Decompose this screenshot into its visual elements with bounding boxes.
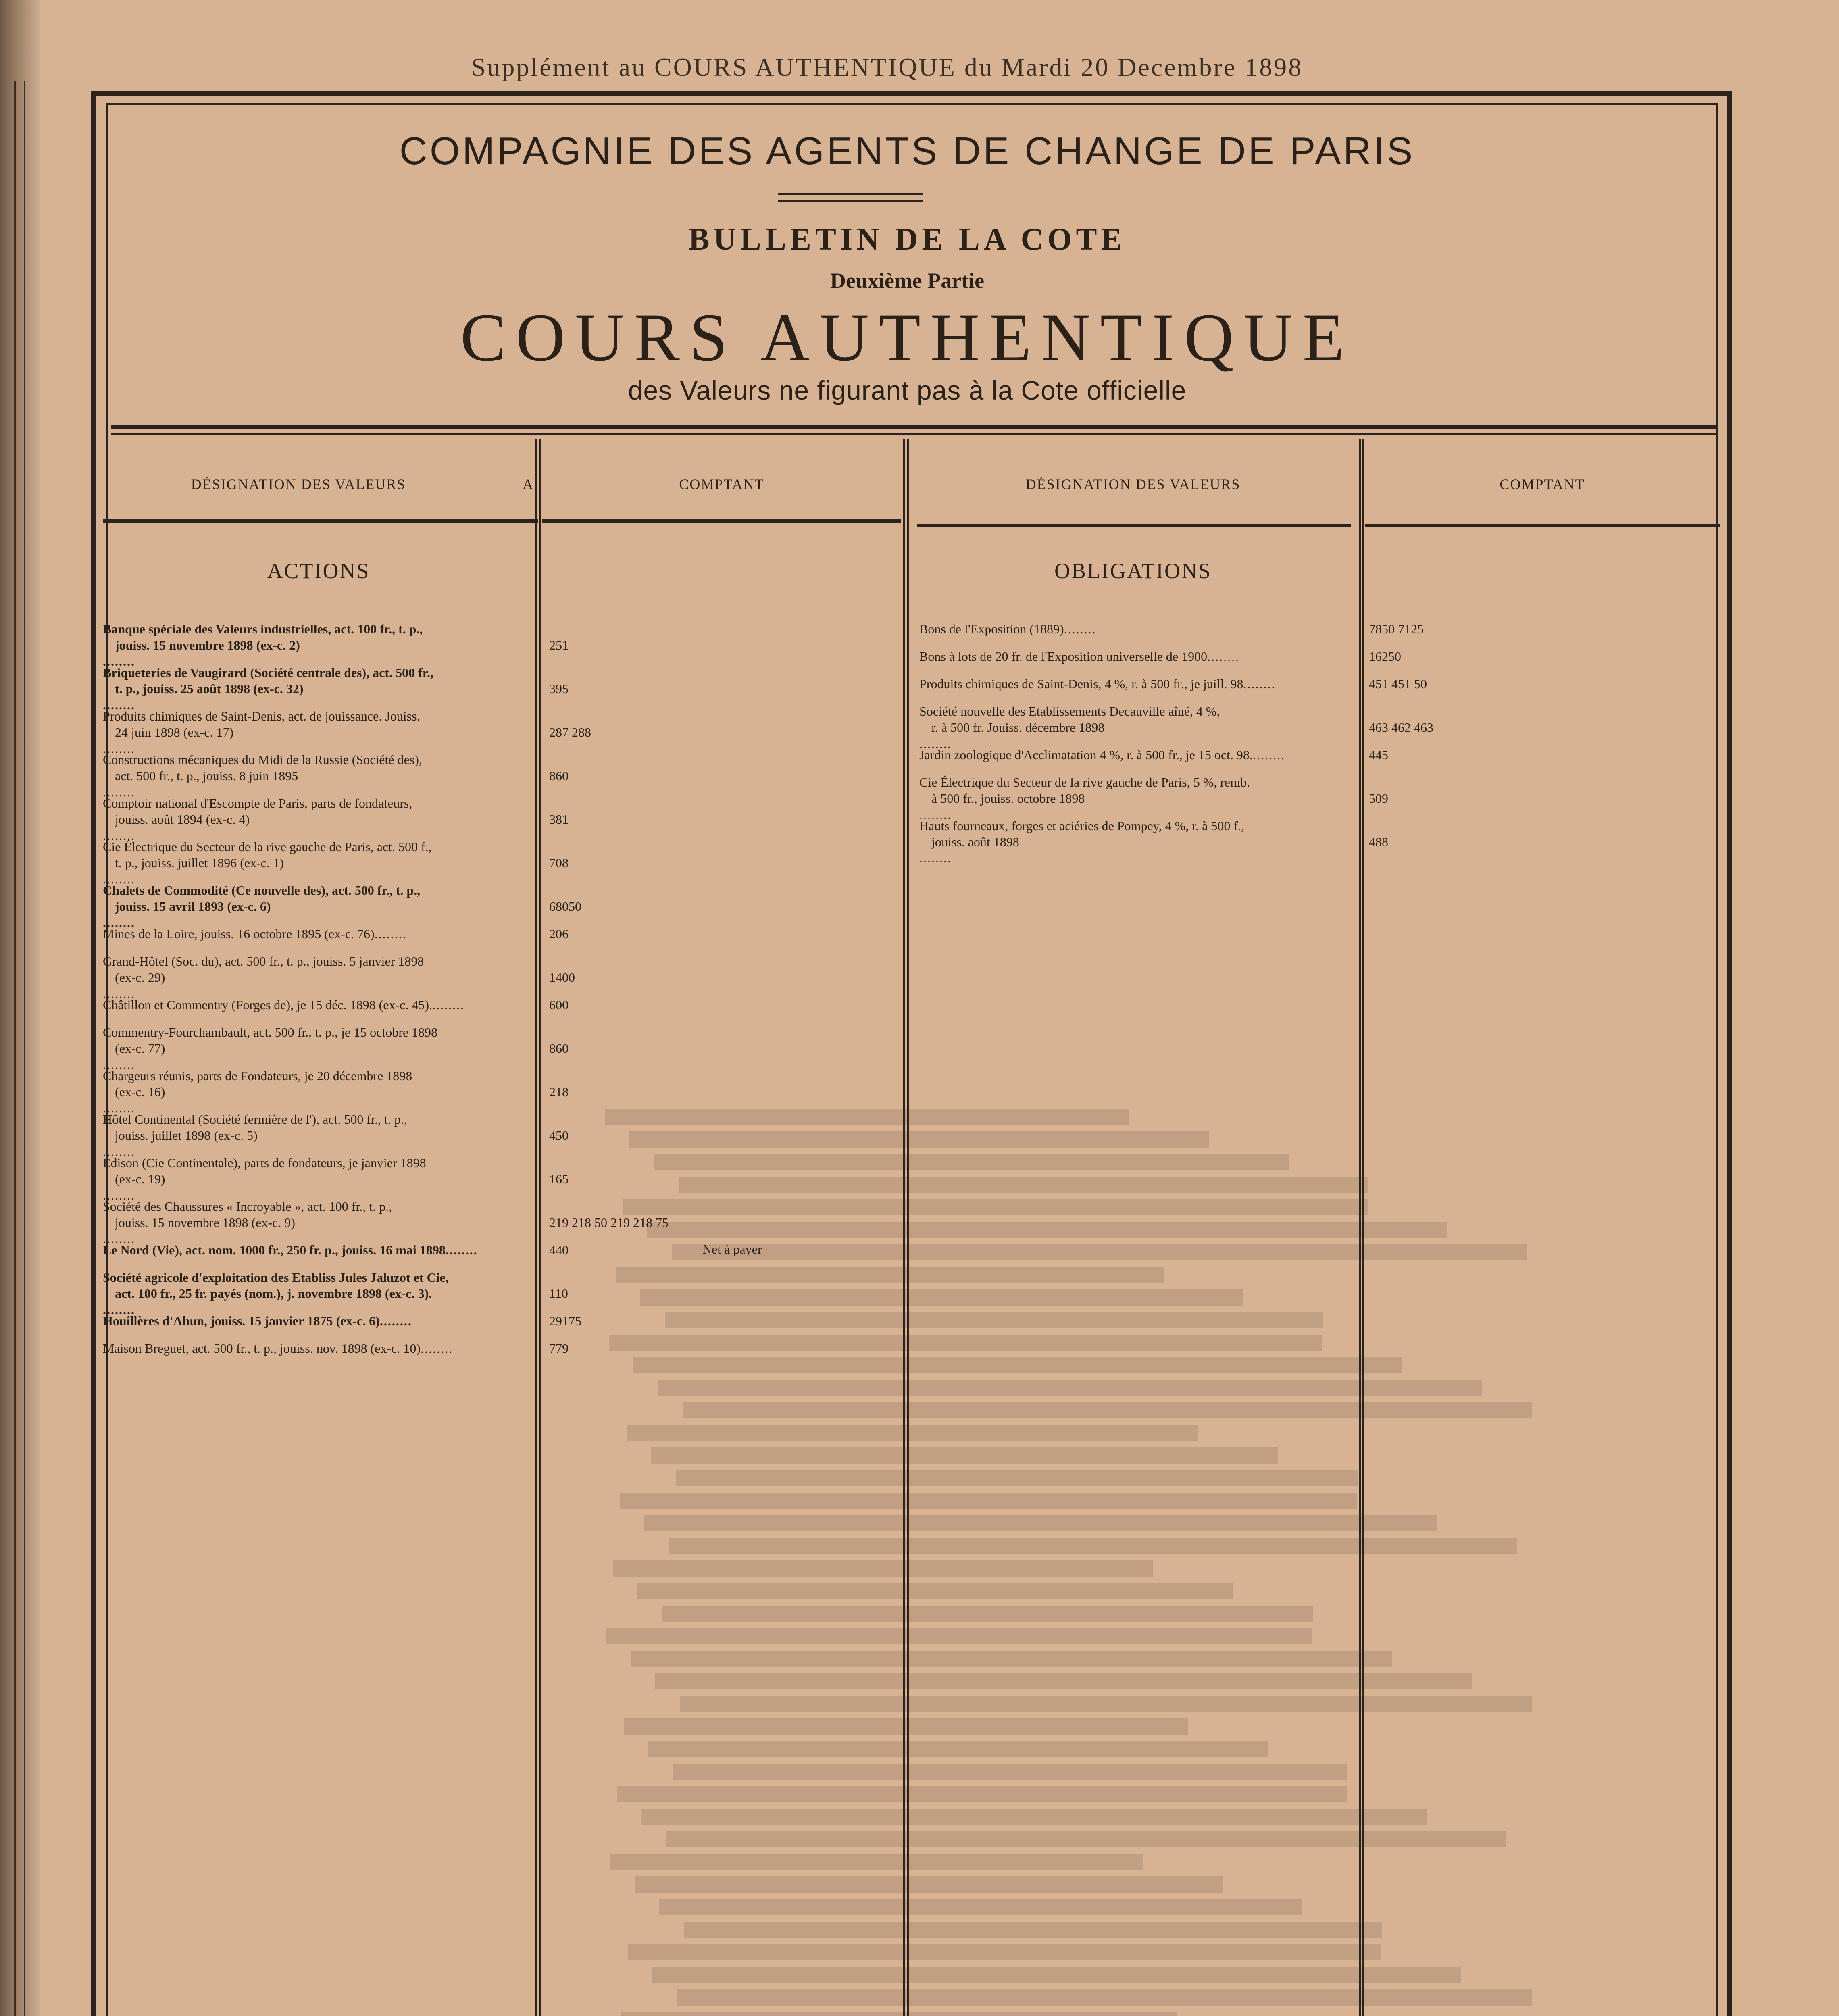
action-price: 206	[549, 927, 569, 941]
action-price: 219 218 50 219 218 75	[549, 1215, 669, 1230]
action-entry-line2: (ex-c. 29)	[115, 970, 165, 985]
obligations-section-title: OBLIGATIONS	[1054, 559, 1212, 583]
obligation-entry	[919, 774, 1357, 823]
cours-authentique-title: COURS AUTHENTIQUE	[460, 300, 1354, 375]
action-price: 287 288	[549, 725, 591, 739]
obligation-entry-line1: Cie Électrique du Secteur de la rive gauche de Paris, 5 %, remb.	[919, 775, 1250, 789]
action-price: 251	[549, 638, 569, 652]
action-price: 1400	[549, 970, 575, 985]
action-entry-line2: act. 100 fr., 25 fr. payés (nom.), j. novembre 1898 (ex-c. 3).	[115, 1286, 432, 1301]
action-entry-line2: (ex-c. 19)	[115, 1172, 165, 1186]
action-entry	[103, 997, 534, 1013]
action-entry-line1: Le Nord (Vie), act. nom. 1000 fr., 250 fr. p., jouiss. 16 mai 1898	[103, 1243, 446, 1257]
obligation-price: 488	[1369, 835, 1388, 849]
action-entry-line1: Chalets de Commodité (Ce nouvelle des), act. 500 fr., t. p.,	[103, 883, 421, 898]
action-leader-dots: ........	[103, 828, 135, 843]
action-price: 440	[549, 1243, 569, 1257]
obligation-entry-line1: Bons de l'Exposition (1889)	[919, 622, 1064, 636]
obligation-leader-dots: ........	[919, 851, 952, 865]
obligation-leader-dots: ........	[1064, 622, 1096, 636]
action-leader-dots: ........	[103, 1101, 135, 1115]
action-entry	[103, 1313, 534, 1329]
action-price: 110	[549, 1286, 568, 1301]
action-entry-line1: Mines de la Loire, jouiss. 16 octobre 1895 (ex-c. 76)	[103, 927, 375, 941]
obligation-entry-line1: Société nouvelle des Etablissements Decauville aîné, 4 %,	[919, 704, 1220, 719]
action-price: 600	[549, 998, 569, 1012]
action-entry	[103, 1340, 534, 1356]
obligation-entry-line1: Hauts fourneaux, forges et aciéries de Pompey, 4 %, r. à 500 f.,	[919, 818, 1244, 833]
obligation-entry-line2: r. à 500 fr. Jouiss. décembre 1898	[931, 720, 1105, 735]
action-entry	[103, 1111, 534, 1160]
action-leader-dots: ........	[103, 1144, 135, 1159]
action-entry	[103, 1269, 534, 1318]
action-leader-dots: ........	[103, 741, 135, 756]
obligation-entry	[919, 621, 1357, 637]
action-leader-dots: ........	[421, 1341, 453, 1356]
action-entry-line2: act. 500 fr., t. p., jouiss. 8 juin 1895	[115, 768, 298, 783]
binding-rules	[14, 81, 25, 2016]
action-entry	[103, 839, 534, 887]
upper-col-head-designation: DÉSIGNATION DES VALEURS	[191, 476, 406, 492]
upper-head-rule-3	[917, 524, 1351, 527]
action-entry	[103, 926, 534, 942]
obligation-entry	[919, 648, 1357, 664]
action-entry	[103, 795, 534, 843]
action-entry-line1: Produits chimiques de Saint-Denis, act. de jouissance. Jouiss.	[103, 709, 420, 723]
action-entry-line1: Chargeurs réunis, parts de Fondateurs, je 20 décembre 1898	[103, 1068, 412, 1083]
action-leader-dots: ........	[103, 785, 135, 799]
action-entry-line1: Châtillon et Commentry (Forges de), je 15 déc. 1898 (ex-c. 45).	[103, 998, 432, 1012]
action-entry-line1: Briqueteries de Vaugirard (Société centrale des), act. 500 fr.,	[103, 665, 433, 680]
action-leader-dots: ........	[103, 915, 135, 930]
upper-col-divider-1	[535, 439, 541, 2016]
action-price: 860	[549, 768, 569, 783]
upper-col-head-marker: A	[523, 476, 534, 492]
action-entry-line1: Cie Électrique du Secteur de la rive gauche de Paris, act. 500 f.,	[103, 839, 432, 854]
action-leader-dots: ........	[432, 998, 464, 1012]
obligation-price: 16250	[1369, 649, 1401, 664]
company-title: COMPAGNIE DES AGENTS DE CHANGE DE PARIS	[399, 129, 1415, 173]
action-leader-dots: ........	[103, 654, 135, 669]
action-entry	[103, 1068, 534, 1116]
book-binding-edge	[0, 0, 40, 2016]
obligation-entry	[919, 818, 1357, 866]
obligation-entry-line1: Jardin zoologique d'Acclimatation 4 %, r. à 500 fr., je 15 oct. 98.	[919, 748, 1253, 762]
obligation-leader-dots: ........	[919, 807, 952, 822]
title-rule-2	[778, 200, 923, 202]
action-price: 68050	[549, 899, 581, 914]
action-entry-line1: Constructions mécaniques du Midi de la Russie (Société des),	[103, 752, 422, 767]
action-price: 395	[549, 681, 569, 696]
action-entry	[103, 1024, 534, 1073]
action-entry-line1: Edison (Cie Continentale), parts de fondateurs, je janvier 1898	[103, 1156, 426, 1170]
action-entry-line1: Maison Breguet, act. 500 fr., t. p., jouiss. nov. 1898 (ex-c. 10)	[103, 1341, 421, 1356]
action-entry-line1: Société des Chaussures « Incroyable », act. 100 fr., t. p.,	[103, 1199, 392, 1214]
action-entry-line2: (ex-c. 16)	[115, 1085, 165, 1099]
action-entry	[103, 1242, 534, 1258]
action-entry-line1: Commentry-Fourchambault, act. 500 fr., t. p., je 15 octobre 1898	[103, 1025, 438, 1039]
obligation-leader-dots: ........	[1252, 748, 1285, 762]
action-price: 29175	[549, 1314, 581, 1328]
action-entry	[103, 953, 534, 1002]
action-note: Net à payer	[702, 1242, 762, 1256]
obligation-price: 7850 7125	[1369, 622, 1424, 636]
action-entry-line2: jouiss. août 1894 (ex-c. 4)	[115, 812, 250, 827]
page-subtitle: des Valeurs ne figurant pas à la Cote officielle	[628, 375, 1187, 405]
obligation-leader-dots: ........	[1207, 649, 1240, 664]
action-leader-dots: ........	[445, 1243, 478, 1257]
action-leader-dots: ........	[103, 698, 135, 712]
action-leader-dots: ........	[103, 1188, 135, 1202]
action-entry-line1: Société agricole d'exploitation des Etabliss Jules Jaluzot et Cie,	[103, 1270, 449, 1285]
partie-subtitle: Deuxième Partie	[830, 269, 985, 293]
action-entry-line1: Hôtel Continental (Société fermière de l'), act. 500 fr., t. p.,	[103, 1112, 407, 1127]
action-leader-dots: ........	[103, 1231, 135, 1246]
action-price: 450	[549, 1128, 569, 1143]
title-rule-1	[778, 193, 923, 195]
action-leader-dots: ........	[379, 1314, 412, 1328]
action-entry	[103, 1198, 534, 1247]
obligation-entry-line2: jouiss. août 1898	[931, 835, 1019, 849]
obligation-entry-line1: Produits chimiques de Saint-Denis, 4 %, r. à 500 fr., je juill. 98	[919, 677, 1243, 691]
obligation-entry	[919, 676, 1357, 692]
obligation-leader-dots: ........	[1243, 677, 1276, 691]
upper-col-head-comptant-right: COMPTANT	[1500, 476, 1585, 492]
obligation-price: 445	[1369, 748, 1388, 762]
upper-head-rule-4	[1365, 524, 1720, 527]
action-entry-line2: jouiss. 15 novembre 1898 (ex-c. 9)	[115, 1215, 296, 1230]
upper-table-top-rule	[111, 425, 1718, 429]
action-entry	[103, 752, 534, 800]
action-entry-line2: t. p., jouiss. 25 août 1898 (ex-c. 32)	[115, 681, 304, 696]
action-price: 165	[549, 1172, 569, 1186]
upper-col-head-designation-right: DÉSIGNATION DES VALEURS	[1025, 476, 1241, 492]
action-entry-line1: Banque spéciale des Valeurs industrielles, act. 100 fr., t. p.,	[103, 622, 423, 636]
action-leader-dots: ........	[103, 872, 135, 886]
action-leader-dots: ........	[374, 927, 407, 941]
action-price: 779	[549, 1341, 569, 1356]
action-entry	[103, 1155, 534, 1203]
upper-head-rule-2	[542, 519, 901, 523]
action-entry-line1: Grand-Hôtel (Soc. du), act. 500 fr., t. p., jouiss. 5 janvier 1898	[103, 954, 424, 968]
obligation-leader-dots: ........	[919, 736, 952, 751]
action-entry	[103, 621, 534, 669]
obligation-entry-line1: Bons à lots de 20 fr. de l'Exposition universelle de 1900	[919, 649, 1208, 664]
upper-table-top-rule-thin	[111, 433, 1718, 435]
obligation-entry-line2: à 500 fr., jouiss. octobre 1898	[931, 791, 1085, 806]
action-price: 218	[549, 1085, 569, 1099]
action-entry-line2: 24 juin 1898 (ex-c. 17)	[115, 725, 234, 739]
action-entry	[103, 708, 534, 756]
action-entry	[103, 882, 534, 931]
obligation-price: 509	[1369, 791, 1388, 806]
action-leader-dots: ........	[103, 986, 135, 1001]
action-entry-line2: jouiss. 15 novembre 1898 (ex-c. 2)	[115, 638, 300, 652]
action-leader-dots: ........	[103, 1302, 135, 1317]
actions-section-title: ACTIONS	[267, 559, 370, 583]
action-entry-line1: Houillères d'Ahun, jouiss. 15 janvier 1875 (ex-c. 6)	[103, 1314, 380, 1328]
obligation-price: 463 462 463	[1369, 720, 1433, 735]
action-entry	[103, 664, 534, 713]
bulletin-title: BULLETIN DE LA COTE	[688, 221, 1126, 256]
obligation-price: 451 451 50	[1369, 677, 1427, 691]
action-price: 860	[549, 1041, 569, 1056]
action-leader-dots: ........	[103, 1057, 135, 1072]
obligation-entry	[919, 747, 1357, 763]
action-entry-line2: jouiss. 15 avril 1893 (ex-c. 6)	[115, 899, 271, 914]
action-entry-line2: t. p., jouiss. juillet 1896 (ex-c. 1)	[115, 856, 284, 870]
action-entry-line2: jouiss. juillet 1898 (ex-c. 5)	[115, 1128, 258, 1143]
action-entry-line1: Comptoir national d'Escompte de Paris, parts de fondateurs,	[103, 796, 412, 810]
upper-head-rule-1	[103, 519, 538, 523]
action-price: 381	[549, 812, 569, 827]
obligation-entry	[919, 703, 1357, 752]
supplement-header-note: Supplément au COURS AUTHENTIQUE du Mardi 20 Decembre 1898	[471, 53, 1303, 81]
upper-col-divider-3	[1359, 439, 1364, 2016]
action-price: 708	[549, 856, 569, 870]
upper-col-head-comptant: COMPTANT	[679, 476, 764, 492]
upper-col-divider-2	[903, 439, 909, 2016]
action-entry-line2: (ex-c. 77)	[115, 1041, 165, 1056]
